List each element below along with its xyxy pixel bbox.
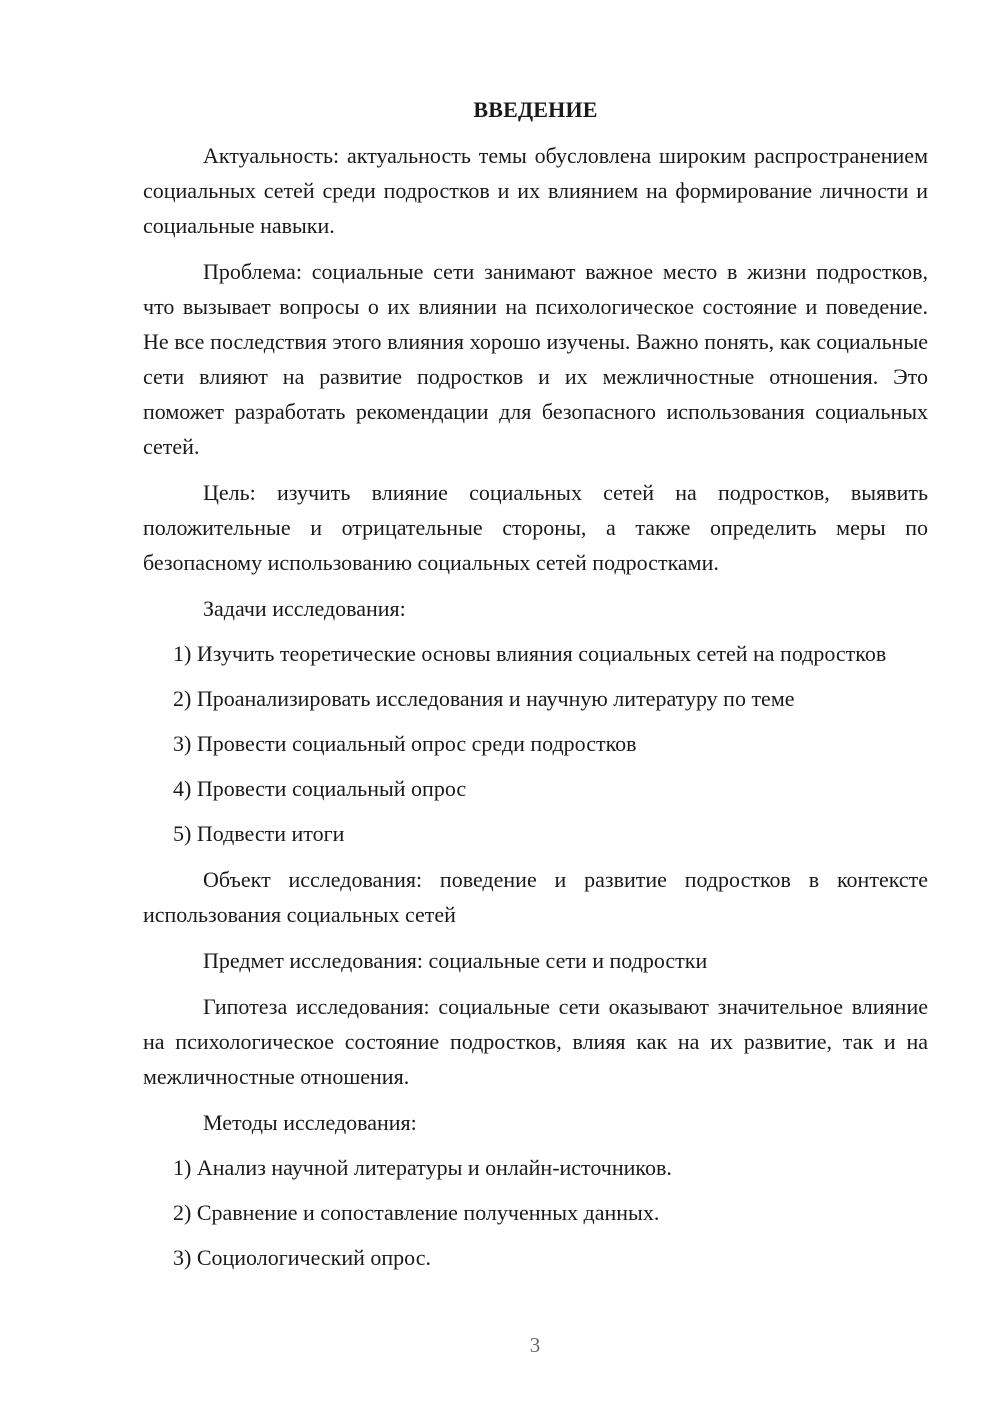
tasks-heading: Задачи исследования:	[203, 596, 406, 621]
methods-list	[143, 1150, 928, 1275]
page-number: 3	[529, 1333, 541, 1357]
list-item: 4) Провести социальный опрос	[173, 776, 467, 801]
list-item: 1) Анализ научной литературы и онлайн-источников.	[173, 1155, 672, 1180]
list-item: 3) Социологический опрос.	[173, 1245, 431, 1270]
subject-paragraph: Предмет исследования: социальные сети и подростки	[203, 948, 708, 973]
document-page	[143, 92, 928, 1275]
hypothesis-paragraph: Гипотеза исследования: социальные сети оказывают значительное влияние на психологическое состояние подростков, влияя как на их развитие, так и на межличностные отношения.	[143, 994, 928, 1089]
methods-heading: Методы исследования:	[203, 1110, 417, 1135]
list-item: 3) Провести социальный опрос среди подростков	[173, 731, 637, 756]
tasks-list	[143, 636, 928, 851]
goal-paragraph: Цель: изучить влияние социальных сетей на подростков, выявить положительные и отрицательные стороны, а также определить меры по безопасному использованию социальных сетей подростками.	[143, 480, 928, 575]
list-item: 1) Изучить теоретические основы влияния социальных сетей на подростков	[173, 641, 887, 666]
problem-paragraph: Проблема: социальные сети занимают важное место в жизни подростков, что вызывает вопросы о их влиянии на психологическое состояние и поведение. Не все последствия этого влияния хорошо изучены. Важно понять, как социальные сети влияют на развитие подростков и их межличностные отношения. Это поможет разработать рекомендации для безопасного использования социальных сетей.	[143, 259, 928, 459]
relevance-paragraph: Актуальность: актуальность темы обусловлена широким распространением социальных сетей среди подростков и их влиянием на формирование личности и социальные навыки.	[143, 143, 928, 238]
list-item: 2) Сравнение и сопоставление полученных данных.	[173, 1200, 660, 1225]
list-item: 5) Подвести итоги	[173, 821, 345, 846]
object-paragraph: Объект исследования: поведение и развитие подростков в контексте использования социальных сетей	[143, 867, 928, 927]
document-title: ВВЕДЕНИЕ	[473, 97, 598, 122]
list-item: 2) Проанализировать исследования и научную литературу по теме	[173, 686, 795, 711]
